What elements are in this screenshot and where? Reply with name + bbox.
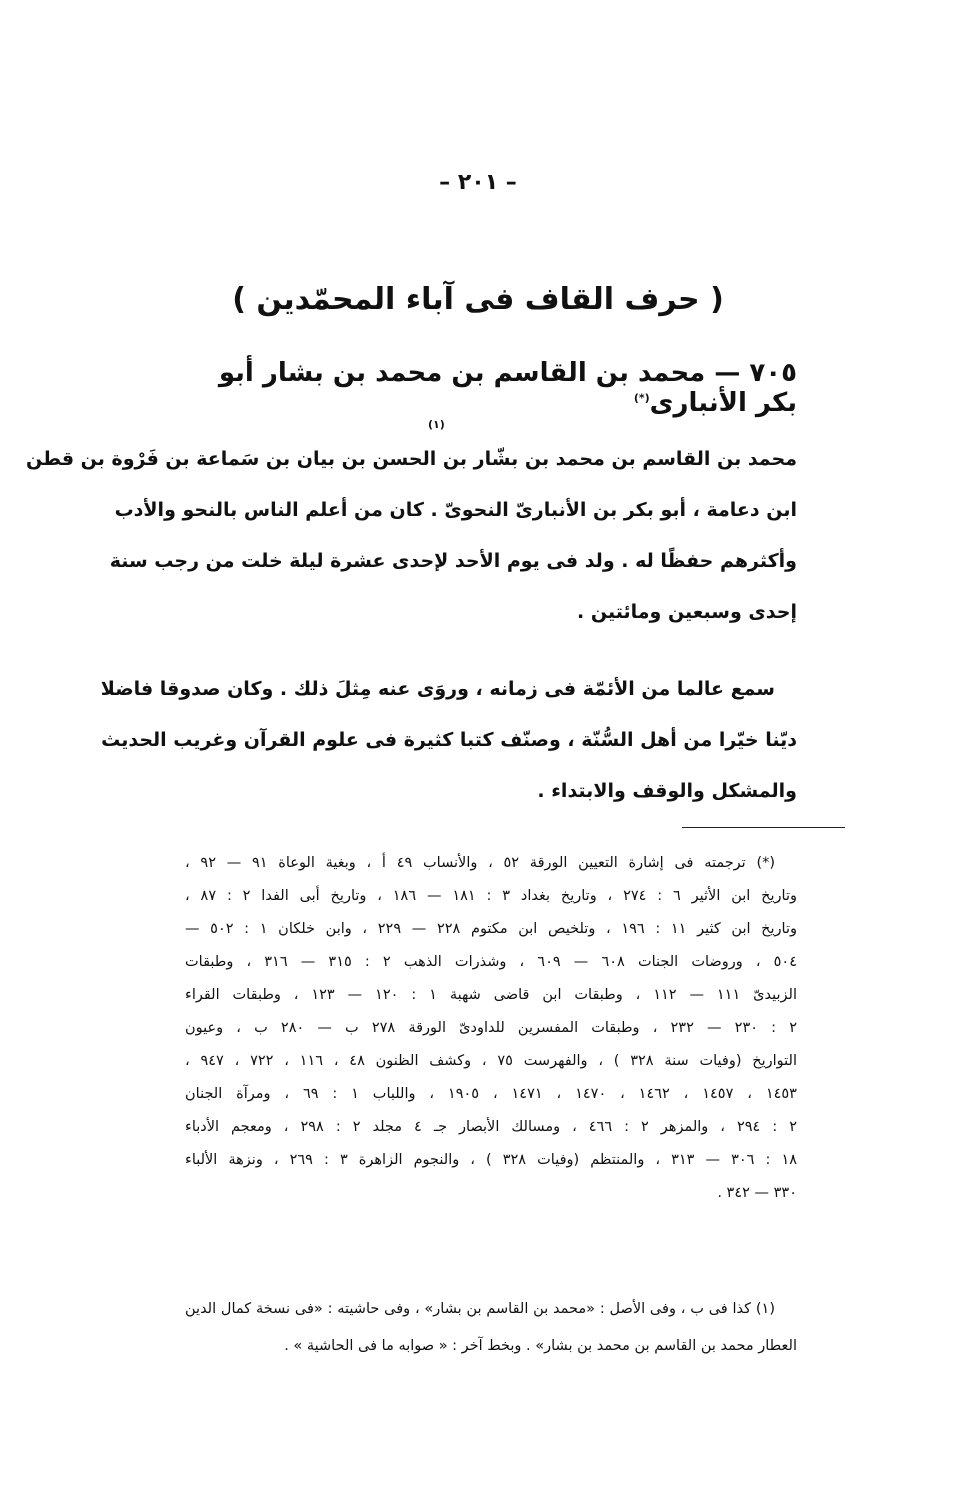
footnote-line: وتاريخ ابن كثير ١١ : ١٩٦ ، وتلخيص ابن مكتوم ٢٢٨ — ٢٢٩ ، وابن خلكان ١ : ٥٠٢ —	[185, 921, 798, 937]
footnote-line: ١٤٥٣ ، ١٤٥٧ ، ١٤٦٢ ، ١٤٧٠ ، ١٤٧١ ، ١٩٠٥ ، واللباب ١ : ٦٩ ، ومرآة الجنان	[185, 1086, 797, 1102]
entry-heading-text: ٧٠٥ — محمد بن القاسم بن محمد بن بشار أبو بكر الأنبارى	[218, 358, 797, 418]
footnote-line: ٥٠٤ ، وروضات الجنات ٦٠٨ — ٦٠٩ ، وشذرات الذهب ٢ : ٣١٥ — ٣١٦ ، وطبقات	[185, 954, 798, 970]
footnote-marker-one: (١)	[428, 418, 445, 431]
body-line: ديّنا خيّرا من أهل السُّنّة ، وصنّف كتبا كثيرة فى علوم القرآن وغريب الحديث	[101, 729, 797, 751]
footnote-line: الزبيدىّ ١١١ — ١١٢ ، وطبقات ابن قاضى شهبة ١ : ١٢٠ — ١٢٣ ، وطبقات القراء	[185, 987, 797, 1003]
footnote-marker-star: (*)	[633, 391, 650, 405]
body-line: محمد بن القاسم بن محمد بن بشّار بن الحسن بن بيان بن سَماعة بن فَرْوة بن قطن	[25, 448, 797, 470]
footnote-line: ٢ : ٢٩٤ ، والمزهر ٢ : ٤٦٦ ، ومسالك الأبصار جـ ٤ مجلد ٢ : ٢٩٨ ، ومعجم الأدباء	[185, 1119, 797, 1135]
footnote-line: (١) كذا فى ب ، وفى الأصل : «محمد بن القاسم بن بشار» ، وفى حاشيته : «فى نسخة كمال الدين	[185, 1301, 775, 1317]
page-number: – ٢٠١ –	[439, 170, 517, 195]
footnote-line: ٣٣٠ — ٣٤٢ .	[717, 1185, 797, 1201]
footnote-line: ٢ : ٢٣٠ — ٢٣٢ ، وطبقات المفسرين للداودىّ الورقة ٢٧٨ ب — ٢٨٠ ب ، وعيون	[185, 1020, 797, 1036]
footnote-line: (*) ترجمته فى إشارة التعيين الورقة ٥٢ ، والأنساب ٤٩ أ ، وبغية الوعاة ٩١ — ٩٢ ،	[185, 855, 776, 871]
footnote-line: وتاريخ ابن الأثير ٦ : ٢٧٤ ، وتاريخ بغداد ٣ : ١٨١ — ١٨٦ ، وتاريخ أبى الفدا ٢ : ٨٧ ،	[185, 888, 797, 904]
body-line: إحدى وسبعين ومائتين .	[577, 601, 797, 623]
footnote-divider	[682, 827, 845, 828]
footnote-line: التواريخ (وفيات سنة ٣٢٨ ) ، والفهرست ٧٥ ، وكشف الظنون ٤٨ ، ١١٦ ، ٧٢٢ ، ٩٤٧ ،	[185, 1053, 797, 1069]
body-line: وأكثرهم حفظًا له . ولد فى يوم الأحد لإحدى عشرة ليلة خلت من رجب سنة	[109, 550, 797, 572]
footnote-line: ١٨ : ٣٠٦ — ٣١٣ ، والمنتظم (وفيات ٣٢٨ ) ، والنجوم الزاهرة ٣ : ٢٦٩ ، ونزهة الألباء	[185, 1152, 798, 1168]
body-line: سمع عالما من الأئمّة فى زمانه ، وروَى عنه مِثلَ ذلك . وكان صدوقا فاضلا	[100, 678, 775, 700]
footnote-line: العطار محمد بن القاسم بن محمد بن بشار» . وبخط آخر : « صوابه ما فى الحاشية » .	[284, 1338, 797, 1354]
section-title: ( حرف القاف فى آباء المحمّدين )	[232, 282, 724, 317]
body-line: ابن دعامة ، أبو بكر بن الأنبارىّ النحوىّ . كان من أعلم الناس بالنحو والأدب	[114, 499, 797, 521]
entry-heading	[185, 358, 797, 418]
body-line: والمشكل والوقف والابتداء .	[537, 780, 797, 802]
